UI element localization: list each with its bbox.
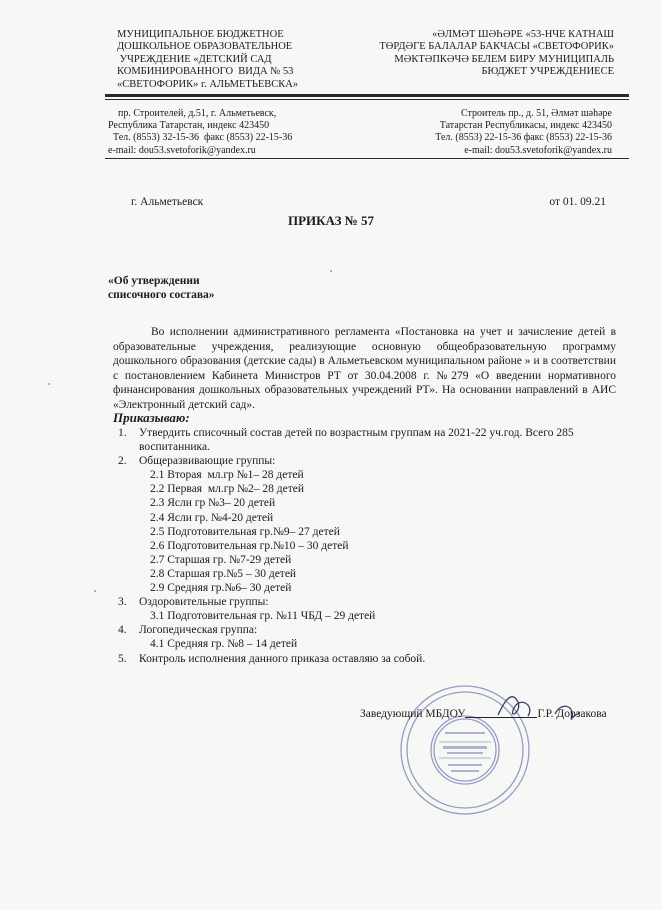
org-name-line: КОМБИНИРОВАННОГО ВИДА № 53 <box>117 66 294 78</box>
org-name-line: МУНИЦИПАЛЬНОЕ БЮДЖЕТНОЕ <box>117 29 284 40</box>
header-divider-thin <box>105 99 629 100</box>
item-text: Контроль исполнения данного приказа оставляю за собой. <box>139 652 426 665</box>
subitem: 2.3 Ясли гр №3– 20 детей <box>150 497 276 510</box>
order-title: ПРИКАЗ № 57 <box>287 213 375 228</box>
subitem: 2.5 Подготовительная гр.№9– 27 детей <box>150 525 340 538</box>
order-date: от 01. 09.21 <box>549 196 606 208</box>
order-preamble <box>113 325 616 413</box>
signatory-name: Г.Р. Дорзакова <box>537 708 607 720</box>
org-name-russian <box>117 29 298 91</box>
item-number: 2. <box>118 455 127 468</box>
header-divider-thick <box>105 94 629 97</box>
subitem: 2.1 Вторая мл.гр №1– 28 детей <box>150 469 304 482</box>
address-tatar <box>435 108 612 157</box>
subitem: 2.6 Подготовительная гр.№10 – 30 детей <box>150 539 349 552</box>
scan-dust <box>330 270 332 272</box>
subitem: 2.7 Старшая гр. №7-29 детей <box>150 553 292 566</box>
subitem: 2.2 Первая мл.гр №2– 28 детей <box>150 483 305 496</box>
org-name-line: ТӨРДӘГЕ БАЛАЛАР БАКЧАСЫ «СВЕТОФОРИК» <box>379 41 614 53</box>
signature-block <box>360 708 607 720</box>
item-text: Логопедическая группа: <box>139 624 258 637</box>
org-name-line: «ӘЛМӘТ ШӘҺӘРЕ «53-НЧЕ КАТНАШ <box>432 29 614 40</box>
order-item <box>118 454 618 468</box>
signature-line <box>465 717 537 718</box>
item-text: Общеразвивающие группы: <box>139 455 276 468</box>
address-line: Тел. (8553) 22-15-36 факс (8553) 22-15-36 <box>435 132 612 144</box>
subitem: 3.1 Подготовительная гр. №11 ЧБД – 29 детей <box>150 610 376 623</box>
official-stamp <box>395 680 535 820</box>
item-number: 5. <box>118 652 127 665</box>
subject-line: списочного состава» <box>108 289 215 301</box>
org-name-line: МӘКТӘПКӘЧӘ БЕЛЕМ БИРУ МУНИЦИПАЛЬ <box>394 53 614 65</box>
order-subject <box>108 274 215 302</box>
address-email: e-mail: dou53.svetoforik@yandex.ru <box>464 144 612 156</box>
order-item <box>118 426 618 454</box>
org-name-line: УЧРЕЖДЕНИЕ «ДЕТСКИЙ САД <box>117 53 272 65</box>
item-number: 4. <box>118 624 127 637</box>
subject-line: «Об утверждении <box>108 275 200 287</box>
org-name-line: ДОШКОЛЬНОЕ ОБРАЗОВАТЕЛЬНОЕ <box>117 41 293 53</box>
item-text: Оздоровительные группы: <box>139 596 269 609</box>
org-name-tatar <box>379 29 614 79</box>
subitem: 4.1 Средняя гр. №8 – 14 детей <box>150 638 298 651</box>
item-number: 1. <box>118 427 127 439</box>
address-divider <box>105 158 629 159</box>
order-item <box>118 595 618 609</box>
address-line: Строитель пр., д. 51, Әлмәт шәһәре <box>460 108 612 119</box>
org-name-line: БЮДЖЕТ УЧРЕЖДЕНИЕСЕ <box>481 66 614 78</box>
address-line: Татарстан Республикасы, индекс 423450 <box>439 120 612 132</box>
address-russian <box>108 108 292 157</box>
address-email: e-mail: dou53.svetoforik@yandex.ru <box>108 144 256 156</box>
order-heading: Приказываю: <box>113 410 190 425</box>
item-number: 3. <box>118 596 127 609</box>
subitem: 2.8 Старшая гр.№5 – 30 детей <box>150 567 297 580</box>
signatory-position: Заведующий МБДОУ <box>360 708 466 720</box>
preamble-paragraph: Во исполнении административного регламента «Постановка на учет и зачисление детей в образовательные учреждения, реализующие основную общеобразовательную программу дошкольного образования (детские сады) в Альметьевском муниципальном районе » и в соответствии с постановлением Кабинета Министров РТ от 30.04.2008 г. №279 «О введении нормативного финансирования дошкольных образовательных учреждений РТ». На основании направлений в АИС «Электронный детский сад». <box>113 326 616 411</box>
order-items <box>118 426 618 666</box>
address-line: пр. Строителей, д.51, г. Альметьевск, <box>118 108 277 119</box>
city: г. Альметьевск <box>131 196 204 208</box>
scan-dust <box>94 590 96 592</box>
item-text: Утвердить списочный состав детей по возрастным группам на 2021-22 уч.год. Всего 285 воспитанника. <box>139 427 574 454</box>
subitem: 2.9 Средняя гр.№6– 30 детей <box>150 582 292 595</box>
scan-dust <box>48 383 50 385</box>
subitem: 2.4 Ясли гр. №4-20 детей <box>150 511 274 524</box>
order-item <box>118 623 618 637</box>
org-name-line: «СВЕТОФОРИК» г. АЛЬМЕТЬЕВСКА» <box>117 78 299 90</box>
address-line: Тел. (8553) 32-15-36 факс (8553) 22-15-36 <box>113 132 293 144</box>
order-item <box>118 652 618 666</box>
address-line: Республика Татарстан, индекс 423450 <box>108 120 270 132</box>
